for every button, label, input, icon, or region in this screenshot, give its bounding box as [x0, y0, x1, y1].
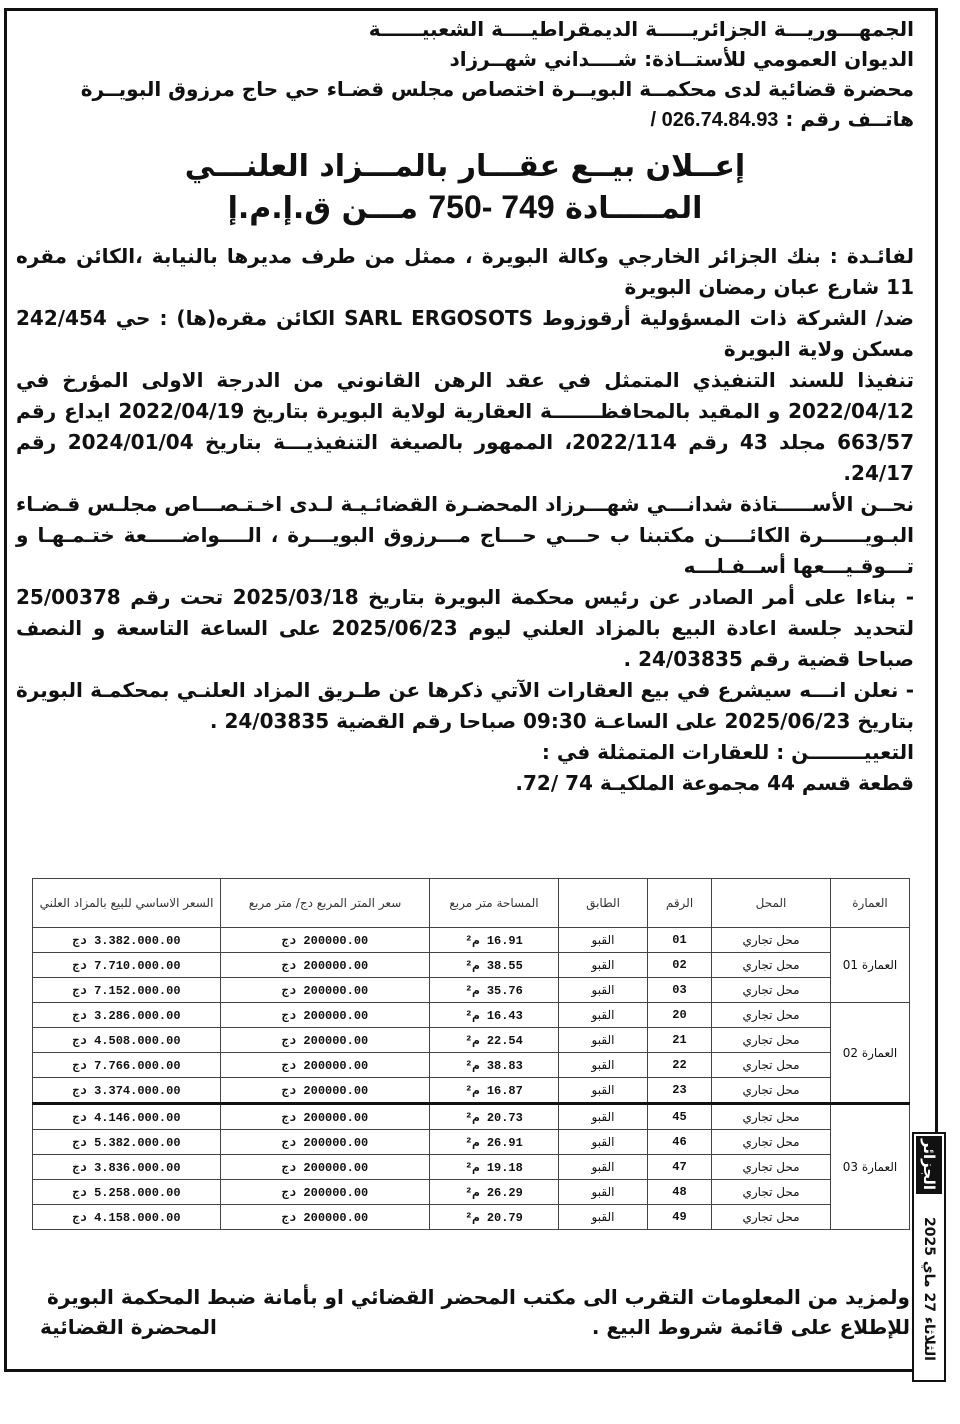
price-cell: 200000.00 دج [221, 953, 430, 978]
table-row [33, 953, 910, 978]
floor-cell: القبو [559, 1003, 648, 1028]
base-price-cell: 3.374.000.00 دج [33, 1078, 221, 1104]
property-group-cell: العمارة 02 [831, 1003, 910, 1104]
newspaper-sidebar [912, 1132, 946, 1382]
location-cell: محل تجاري [712, 1078, 831, 1104]
price-cell: 200000.00 دج [221, 1028, 430, 1053]
base-price-cell: 7.152.000.00 دج [33, 978, 221, 1003]
table-row [33, 1053, 910, 1078]
floor-cell: القبو [559, 1205, 648, 1230]
execution-paragraph: تنفيذا للسند التنفيذي المتمثل في عقد الرهن القانوني من الدرجة الاولى المؤرخ في 2022/04/12 و المقيد بالمحافظـــــــة العقارية لولاية البويرة بتاريخ 2022/04/19 ايداع رقم 663/57 مجلد 43 رقم 2022/114، الممهور بالصيغة التنفيذيـــة بتاريخ 2024/01/04 رقم 24/17. [16, 368, 914, 485]
price-cell: 200000.00 دج [221, 1053, 430, 1078]
price-cell: 200000.00 دج [221, 1130, 430, 1155]
base-price-cell: 4.508.000.00 دج [33, 1028, 221, 1053]
footer [40, 1282, 910, 1342]
header-base-price: السعر الاساسي للبيع بالمزاد العلني [33, 879, 221, 928]
price-cell: 200000.00 دج [221, 978, 430, 1003]
number-cell: 49 [648, 1205, 712, 1230]
area-cell: 38.55 م² [430, 953, 559, 978]
location-cell: محل تجاري [712, 1155, 831, 1180]
header-location: المحل [712, 879, 831, 928]
location-cell: محل تجاري [712, 928, 831, 953]
table-row [33, 1155, 910, 1180]
price-cell: 200000.00 دج [221, 1155, 430, 1180]
number-cell: 46 [648, 1130, 712, 1155]
area-cell: 16.87 م² [430, 1078, 559, 1104]
area-cell: 20.73 م² [430, 1104, 559, 1130]
number-cell: 02 [648, 953, 712, 978]
header-republic: الجمهـــوريـــة الجزائريـــــة الديمقراطيــــة الشعبيــــــة [368, 17, 914, 41]
header-number: الرقم [648, 879, 712, 928]
area-cell: 19.18 م² [430, 1155, 559, 1180]
announcement-body [16, 241, 914, 799]
table-header-row [33, 879, 910, 928]
bailiff-paragraph: نحــن الأســـــتاذة شدانـــي شهـــرزاد المحضـرة القضائـيـة لـدى اخـتـصـــاص مجلـس قـضـاء البـويــــــرة الكائــــن مكتبنا ب حـــي حـــاج مـــرزوق البويـــرة ، الــــواضـــــعة ختـمـهـا و تـــوقـيـــعها أســفـلـــه [16, 492, 914, 578]
number-cell: 03 [648, 978, 712, 1003]
number-cell: 48 [648, 1180, 712, 1205]
location-cell: محل تجاري [712, 1104, 831, 1130]
price-cell: 200000.00 دج [221, 928, 430, 953]
header-price-per-m2: سعر المتر المربع دج/ متر مربع [221, 879, 430, 928]
location-cell: محل تجاري [712, 978, 831, 1003]
floor-cell: القبو [559, 1078, 648, 1104]
table-row [33, 1028, 910, 1053]
table-row [33, 1104, 910, 1130]
floor-cell: القبو [559, 1028, 648, 1053]
area-cell: 26.29 م² [430, 1180, 559, 1205]
signature: المحضرة القضائية [40, 1315, 217, 1339]
floor-cell: القبو [559, 978, 648, 1003]
header-phone [16, 104, 914, 135]
header-bailiff: محضرة قضائية لدى محكمــة البويــرة اختصاص مجلس قضـاء حي حاج مرزوق البويــرة [80, 77, 914, 101]
area-cell: 16.91 م² [430, 928, 559, 953]
properties-table-body [33, 928, 910, 1230]
area-cell: 20.79 م² [430, 1205, 559, 1230]
floor-cell: القبو [559, 953, 648, 978]
number-cell: 45 [648, 1104, 712, 1130]
table-row [33, 978, 910, 1003]
header-area: المساحة متر مربع [430, 879, 559, 928]
floor-cell: القبو [559, 928, 648, 953]
property-group-cell: العمارة 03 [831, 1104, 910, 1230]
number-cell: 22 [648, 1053, 712, 1078]
price-cell: 200000.00 دج [221, 1104, 430, 1130]
beneficiary-paragraph: لفائـدة : بنك الجزائر الخارجي وكالة البويرة ، ممثل من طرف مديرها بالنيابة ،الكائن مقره 11 شارع عبان رمضان البويرة [16, 244, 914, 299]
header-office: الديوان العمومي للأستــاذة: شــــداني شهــرزاد [449, 47, 914, 71]
location-cell: محل تجاري [712, 1130, 831, 1155]
table-row [33, 928, 910, 953]
floor-cell: القبو [559, 1104, 648, 1130]
floor-cell: القبو [559, 1180, 648, 1205]
area-cell: 38.83 م² [430, 1053, 559, 1078]
floor-cell: القبو [559, 1155, 648, 1180]
number-cell: 21 [648, 1028, 712, 1053]
base-price-cell: 7.766.000.00 دج [33, 1053, 221, 1078]
base-price-cell: 3.286.000.00 دج [33, 1003, 221, 1028]
phone-label: هاتــف رقم : [778, 107, 914, 131]
number-cell: 47 [648, 1155, 712, 1180]
floor-cell: القبو [559, 1053, 648, 1078]
plot-paragraph: قطعة قسم 44 مجموعة الملكيـة 74 /72. [515, 771, 914, 795]
footer-info-line: ولمزيد من المعلومات التقرب الى مكتب المحضر القضائي او بأمانة ضبط المحكمة البويرة [47, 1285, 910, 1309]
base-price-cell: 4.146.000.00 دج [33, 1104, 221, 1130]
table-row [33, 1130, 910, 1155]
price-cell: 200000.00 دج [221, 1180, 430, 1205]
properties-table [32, 878, 910, 1230]
price-cell: 200000.00 دج [221, 1205, 430, 1230]
area-cell: 35.76 م² [430, 978, 559, 1003]
area-cell: 26.91 م² [430, 1130, 559, 1155]
location-cell: محل تجاري [712, 1180, 831, 1205]
announcement-content [16, 14, 914, 799]
phone-number: 026.74.84.93 / [650, 109, 779, 131]
base-price-cell: 5.258.000.00 دج [33, 1180, 221, 1205]
table-row [33, 1078, 910, 1104]
number-cell: 23 [648, 1078, 712, 1104]
area-cell: 22.54 م² [430, 1028, 559, 1053]
location-cell: محل تجاري [712, 1053, 831, 1078]
table-row [33, 1003, 910, 1028]
header-property: العمارة [831, 879, 910, 928]
auction-paragraph: - نعلن انـــه سيشرع في بيع العقارات الآتي ذكرها عن طـريق المزاد العلنـي بمحكمـة البويرة بتاريخ 2025/06/23 على الساعـة 09:30 صباحا رقم القضية 24/03835 . [16, 678, 914, 733]
area-cell: 16.43 م² [430, 1003, 559, 1028]
base-price-cell: 5.382.000.00 دج [33, 1130, 221, 1155]
number-cell: 01 [648, 928, 712, 953]
location-cell: محل تجاري [712, 1028, 831, 1053]
number-cell: 20 [648, 1003, 712, 1028]
table-row [33, 1180, 910, 1205]
article-suffix: مـــن ق.إ.م.إ [227, 191, 429, 226]
article-numbers: 749 -750 [428, 189, 555, 225]
base-price-cell: 4.158.000.00 دج [33, 1205, 221, 1230]
price-cell: 200000.00 دج [221, 1003, 430, 1028]
base-price-cell: 3.382.000.00 دج [33, 928, 221, 953]
base-price-cell: 7.710.000.00 دج [33, 953, 221, 978]
location-cell: محل تجاري [712, 953, 831, 978]
location-cell: محل تجاري [712, 1003, 831, 1028]
price-cell: 200000.00 دج [221, 1078, 430, 1104]
property-group-cell: العمارة 01 [831, 928, 910, 1003]
newspaper-logo: الجزائر [916, 1136, 942, 1194]
properties-table-wrapper [32, 878, 910, 1230]
order-paragraph: - بناءا على أمر الصادر عن رئيس محكمة البويرة بتاريخ 2025/03/18 تحت رقم 25/00378 لتحديد جلسة اعادة البيع بالمزاد العلني ليوم 2025/06/23 على الساعة التاسعة و النصف صباحا قضية رقم 24/03835 . [16, 585, 914, 671]
location-cell: محل تجاري [712, 1205, 831, 1230]
base-price-cell: 3.836.000.00 دج [33, 1155, 221, 1180]
legal-article [16, 187, 914, 229]
table-row [33, 1205, 910, 1230]
announcement-title: إعــلان بيــع عقـــار بالمـــزاد العلنـــي [184, 149, 746, 184]
publication-date: الثلاثاء 27 ماي 2025 [921, 1217, 937, 1361]
footer-conditions-line: للإطلاع على قائمة شروط البيع . [591, 1315, 910, 1339]
floor-cell: القبو [559, 1130, 648, 1155]
header-floor: الطابق [559, 879, 648, 928]
title-block [16, 147, 914, 229]
article-prefix: المـــــادة [554, 191, 703, 226]
defendant-paragraph: ضد/ الشركة ذات المسؤولية أرقوزوط SARL ERGOSOTS الكائن مقره(ها) : حي 242/454 مسكن ولاية البويرة [16, 306, 914, 361]
designation-paragraph: التعييــــــــن : للعقارات المتمثلة في : [541, 740, 914, 764]
